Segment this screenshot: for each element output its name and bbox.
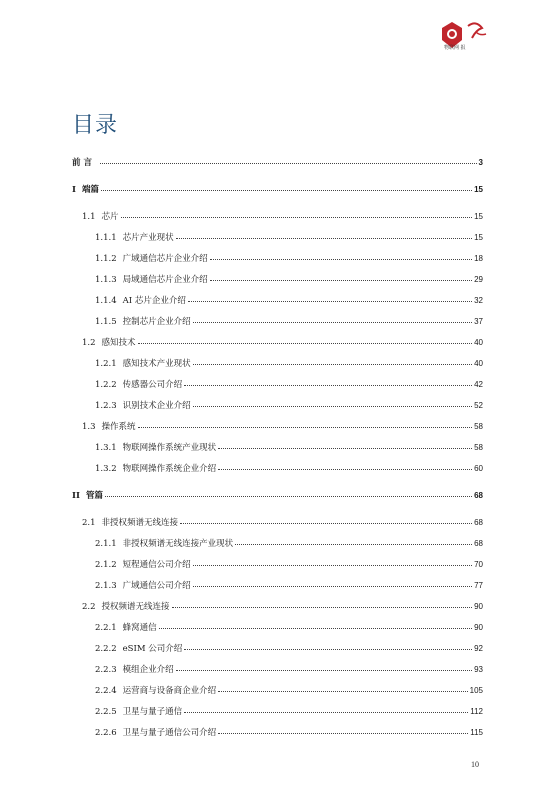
- toc-leader-dots: [210, 273, 472, 281]
- toc-leader-dots: [184, 378, 472, 386]
- toc-entry-number: 1.1: [82, 212, 96, 222]
- toc-entry-title: 芯片: [101, 212, 119, 222]
- toc-entry-number: 2.2.1: [95, 623, 117, 633]
- toc-entry-number: 1.3.2: [95, 464, 117, 474]
- toc-entry-number: 2.1.3: [95, 581, 117, 591]
- toc-entry-page: 70: [474, 560, 483, 569]
- toc-entry-number: 1.3: [82, 422, 96, 432]
- toc-entry[interactable]: [95, 400, 483, 412]
- toc-entry[interactable]: [95, 580, 483, 592]
- toc-entry[interactable]: [95, 622, 483, 634]
- toc-entry-number: 1.1.1: [95, 233, 117, 243]
- toc-leader-dots: [184, 705, 468, 713]
- toc-entry-number: 1.2.1: [95, 359, 117, 369]
- toc-entry-title: 传感器公司介绍: [122, 380, 183, 390]
- toc-leader-dots: [218, 441, 472, 449]
- toc-entry-number: 1.3.1: [95, 443, 117, 453]
- toc-entry-page: 42: [474, 380, 483, 389]
- toc-leader-dots: [101, 183, 472, 191]
- toc-entry-title: AI 芯片企业介绍: [122, 296, 186, 306]
- toc-entry[interactable]: [82, 517, 483, 529]
- toc-entry[interactable]: [95, 727, 483, 739]
- toc-entry[interactable]: [95, 316, 483, 328]
- toc-entry[interactable]: [82, 337, 483, 349]
- toc-entry-number: 1.2.2: [95, 380, 117, 390]
- toc-entry[interactable]: [82, 601, 483, 613]
- toc-entry-title: 感知技术: [101, 338, 136, 348]
- toc-entry-page: 15: [474, 185, 483, 194]
- page-number: 10: [471, 760, 479, 769]
- toc-entry-page: 105: [469, 686, 483, 695]
- toc-entry-page: 3: [478, 158, 483, 167]
- toc-entry-number: 2.2: [82, 602, 96, 612]
- toc-entry-number: 1.1.2: [95, 254, 117, 264]
- toc-entry-page: 90: [474, 623, 483, 632]
- toc-leader-dots: [180, 516, 472, 524]
- toc-entry-page: 112: [470, 707, 483, 716]
- toc-entry[interactable]: [95, 379, 483, 391]
- toc-entry-number: II: [72, 491, 80, 501]
- toc-entry[interactable]: [95, 538, 483, 550]
- toc-entry-number: 1.2: [82, 338, 96, 348]
- toc-entry-page: 29: [474, 275, 483, 284]
- toc-entry-number: 2.1: [82, 518, 96, 528]
- toc-entry[interactable]: [82, 211, 483, 223]
- toc-entry-number: 2.1.1: [95, 539, 117, 549]
- toc-entry[interactable]: [95, 685, 483, 697]
- toc-entry[interactable]: [95, 253, 483, 265]
- toc-leader-dots: [193, 399, 472, 407]
- toc-entry-title: 端篇: [81, 185, 99, 195]
- toc-entry-page: 92: [474, 644, 483, 653]
- toc-entry-page: 32: [474, 296, 483, 305]
- toc-leader-dots: [193, 579, 472, 587]
- toc-entry-page: 40: [474, 359, 483, 368]
- toc-leader-dots: [176, 231, 472, 239]
- toc-entry[interactable]: [82, 421, 483, 433]
- toc-leader-dots: [100, 156, 477, 164]
- toc-entry-number: 2.2.5: [95, 707, 117, 717]
- toc-leader-dots: [121, 210, 473, 218]
- toc-entry-page: 58: [474, 422, 483, 431]
- toc-entry-title: 控制芯片企业介绍: [122, 317, 191, 327]
- toc-leader-dots: [105, 489, 472, 497]
- toc-entry[interactable]: [95, 295, 483, 307]
- toc-entry-number: 1.2.3: [95, 401, 117, 411]
- toc-entry-page: 60: [474, 464, 483, 473]
- toc-entry-number: 2.1.2: [95, 560, 117, 570]
- toc-entry-page: 58: [474, 443, 483, 452]
- toc-entry-title: 短程通信公司介绍: [122, 560, 191, 570]
- toc-leader-dots: [218, 684, 467, 692]
- toc-leader-dots: [176, 663, 472, 671]
- toc-entry[interactable]: [95, 232, 483, 244]
- toc-entry-number: 2.2.3: [95, 665, 117, 675]
- toc-entry-page: 68: [474, 518, 483, 527]
- toc-entry-title: 芯片产业现状: [122, 233, 174, 243]
- toc-entry-number: 1.1.3: [95, 275, 117, 285]
- toc-leader-dots: [210, 252, 472, 260]
- toc-entry-number: I: [72, 185, 76, 195]
- toc-entry-title: 广域通信公司介绍: [122, 581, 191, 591]
- toc-title: 目录: [72, 113, 119, 138]
- toc-entry-title: 卫星与量子通信: [122, 707, 183, 717]
- toc-entry-number: 2.2.4: [95, 686, 117, 696]
- logo-text: 物联网 报: [444, 45, 466, 51]
- toc-entry-title: 识别技术企业介绍: [122, 401, 191, 411]
- toc-entry[interactable]: [95, 706, 483, 718]
- toc-entry[interactable]: [95, 643, 483, 655]
- toc-entry-title: 广域通信芯片企业介绍: [122, 254, 208, 264]
- toc-entry[interactable]: [95, 559, 483, 571]
- toc-entry[interactable]: [95, 274, 483, 286]
- toc-leader-dots: [138, 420, 473, 428]
- toc-entry-page: 37: [474, 317, 483, 326]
- toc-entry-title: 局域通信芯片企业介绍: [122, 275, 208, 285]
- toc-entry-number: 前 言: [72, 158, 92, 168]
- toc-entry-number: 1.1.5: [95, 317, 117, 327]
- toc-leader-dots: [172, 600, 473, 608]
- toc-leader-dots: [193, 315, 472, 323]
- toc-entry-page: 68: [474, 491, 483, 500]
- toc-entry-title: 操作系统: [101, 422, 136, 432]
- toc-leader-dots: [235, 537, 472, 545]
- toc-entry-title: 卫星与量子通信公司介绍: [122, 728, 217, 738]
- toc-entry-title: 授权频谱无线连接: [101, 602, 170, 612]
- toc-entry-page: 40: [474, 338, 483, 347]
- toc-entry-title: 感知技术产业现状: [122, 359, 191, 369]
- toc-entry[interactable]: [95, 358, 483, 370]
- toc-entry-number: 2.2.6: [95, 728, 117, 738]
- toc-entry-page: 18: [474, 254, 483, 263]
- toc-entry-title: 物联网操作系统企业介绍: [122, 464, 217, 474]
- toc-entry-page: 15: [474, 233, 483, 242]
- toc-entry-page: 52: [474, 401, 483, 410]
- toc-entry[interactable]: [95, 664, 483, 676]
- toc-entry-title: 非授权频谱无线连接产业现状: [122, 539, 234, 549]
- toc-entry-title: 蜂窝通信: [122, 623, 157, 633]
- toc-entry-page: 90: [474, 602, 483, 611]
- toc-entry-page: 93: [474, 665, 483, 674]
- toc-entry[interactable]: [95, 463, 483, 475]
- toc-entry-number: 2.2.2: [95, 644, 117, 654]
- toc-entry-number: 1.1.4: [95, 296, 117, 306]
- toc-entry-title: eSIM 公司介绍: [122, 644, 183, 654]
- toc-leader-dots: [184, 642, 472, 650]
- toc-leader-dots: [138, 336, 473, 344]
- toc-entry-page: 115: [470, 728, 483, 737]
- toc-entry-page: 77: [474, 581, 483, 590]
- toc-leader-dots: [159, 621, 472, 629]
- toc-entry-page: 15: [474, 212, 483, 221]
- toc-entry[interactable]: [72, 490, 483, 502]
- toc-leader-dots: [188, 294, 472, 302]
- toc-entry[interactable]: [72, 184, 483, 196]
- toc-entry-title: 物联网操作系统产业现状: [122, 443, 217, 453]
- toc-entry-page: 68: [474, 539, 483, 548]
- toc-entry[interactable]: [72, 157, 483, 169]
- toc-entry-title: 管篇: [85, 491, 103, 501]
- toc-leader-dots: [218, 462, 472, 470]
- toc-leader-dots: [193, 357, 472, 365]
- toc-entry-title: 运营商与设备商企业介绍: [122, 686, 217, 696]
- toc-entry-title: 模组企业介绍: [122, 665, 174, 675]
- toc-entry-title: 非授权频谱无线连接: [101, 518, 179, 528]
- toc-leader-dots: [218, 726, 468, 734]
- toc-leader-dots: [193, 558, 472, 566]
- toc-entry[interactable]: [95, 442, 483, 454]
